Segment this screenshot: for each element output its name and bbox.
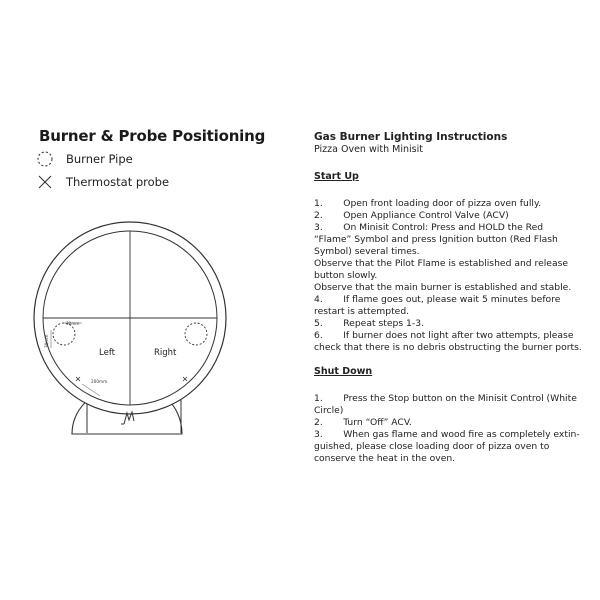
shutdown-heading: Shut Down — [314, 366, 373, 377]
instructions-title: Gas Burner Lighting Instructions — [314, 131, 508, 143]
shutdown-line: 2. Turn “Off” ACV. — [314, 417, 412, 428]
startup-line: 3. On Minisit Control: Press and HOLD the Red “Flame” Symbol and press Ignition button (Red Flash Symbol) several times. — [314, 222, 558, 257]
dim-side-label: 30mm — [44, 334, 49, 348]
legend-thermostat-probe-label: Thermostat probe — [66, 175, 170, 189]
startup-line: 4. If flame goes out, please wait 5 minutes before restart is attempted. — [314, 294, 561, 317]
instructions-subtitle: Pizza Oven with Minisit — [314, 144, 423, 155]
shutdown-line: 3. When gas flame and wood fire as completely extin-guished, please close loading door of pizza oven to conserve the heat in the oven. — [314, 429, 580, 464]
startup-line: 5. Repeat steps 1-3. — [314, 318, 424, 329]
startup-heading: Start Up — [314, 171, 359, 182]
legend-burner-pipe-label: Burner Pipe — [66, 152, 133, 166]
startup-line: 6. If burner does not light after two attempts, please check that there is no debris obstructing the burner ports. — [314, 330, 582, 353]
startup-line: Observe that the main burner is established and stable. — [314, 282, 572, 293]
positioning-heading: Burner & Probe Positioning — [39, 127, 266, 145]
left-quadrant-label: Left — [99, 348, 115, 358]
instructions-panel — [314, 131, 582, 465]
dim-probe-label: 200mm — [91, 379, 108, 384]
shutdown-line: 1. Press the Stop button on the Minisit Control (White Circle) — [314, 393, 577, 416]
right-quadrant-label: Right — [154, 348, 177, 358]
startup-line: 1. Open front loading door of pizza oven fully. — [314, 198, 541, 209]
startup-line: 2. Open Appliance Control Valve (ACV) — [314, 210, 509, 221]
dim-top-label: 30mm — [66, 321, 80, 326]
startup-line: Observe that the Pilot Flame is established and release button slowly. — [314, 258, 569, 281]
